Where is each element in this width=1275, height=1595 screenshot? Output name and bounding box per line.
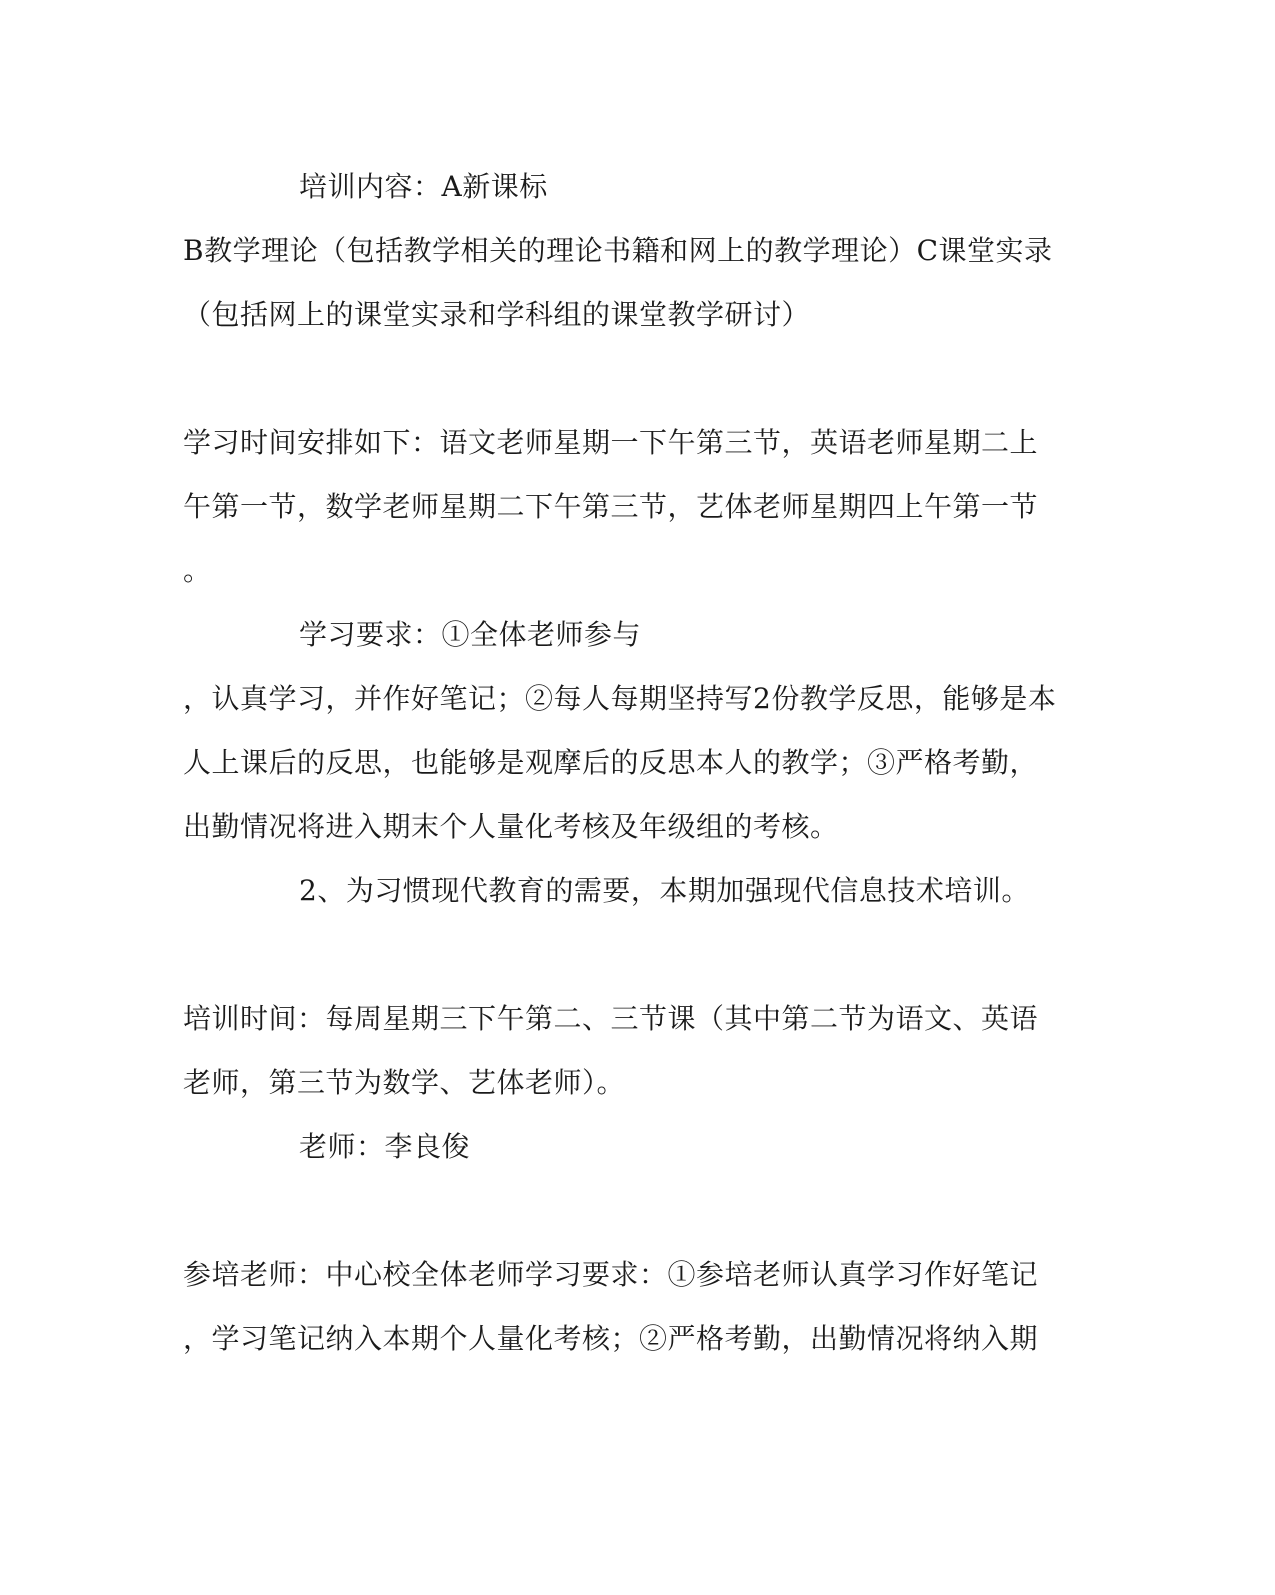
paragraph-line: ，认真学习，并作好笔记；②每人每期坚持写2份教学反思，能够是本 <box>183 682 1057 715</box>
paragraph-line: 参培老师：中心校全体老师学习要求：①参培老师认真学习作好笔记 <box>183 1258 1039 1291</box>
paragraph-line: 学习时间安排如下：语文老师星期一下午第三节，英语老师星期二上 <box>183 426 1039 459</box>
paragraph-line: 人上课后的反思，也能够是观摩后的反思本人的教学；③严格考勤， <box>183 746 1039 779</box>
paragraph-line: （包括网上的课堂实录和学科组的课堂教学研讨） <box>183 298 811 331</box>
paragraph-line: 出勤情况将进入期末个人量化考核及年级组的考核。 <box>183 810 839 843</box>
paragraph-line: 培训时间：每周星期三下午第二、三节课（其中第二节为语文、英语 <box>183 1002 1039 1035</box>
paragraph-line: 2、为习惯现代教育的需要，本期加强现代信息技术培训。 <box>299 874 1030 907</box>
paragraph-line: 午第一节，数学老师星期二下午第三节，艺体老师星期四上午第一节 <box>183 490 1039 523</box>
paragraph-line: B教学理论（包括教学相关的理论书籍和网上的教学理论）C课堂实录 <box>183 234 1053 267</box>
paragraph-line: 学习要求：①全体老师参与 <box>299 618 642 651</box>
paragraph-line: ，学习笔记纳入本期个人量化考核；②严格考勤，出勤情况将纳入期 <box>183 1322 1039 1355</box>
paragraph-line: 。 <box>183 554 212 587</box>
paragraph-line: 老师：李良俊 <box>299 1130 471 1163</box>
paragraph-line: 培训内容：A新课标 <box>299 170 548 203</box>
paragraph-line: 老师，第三节为数学、艺体老师）。 <box>183 1066 626 1099</box>
